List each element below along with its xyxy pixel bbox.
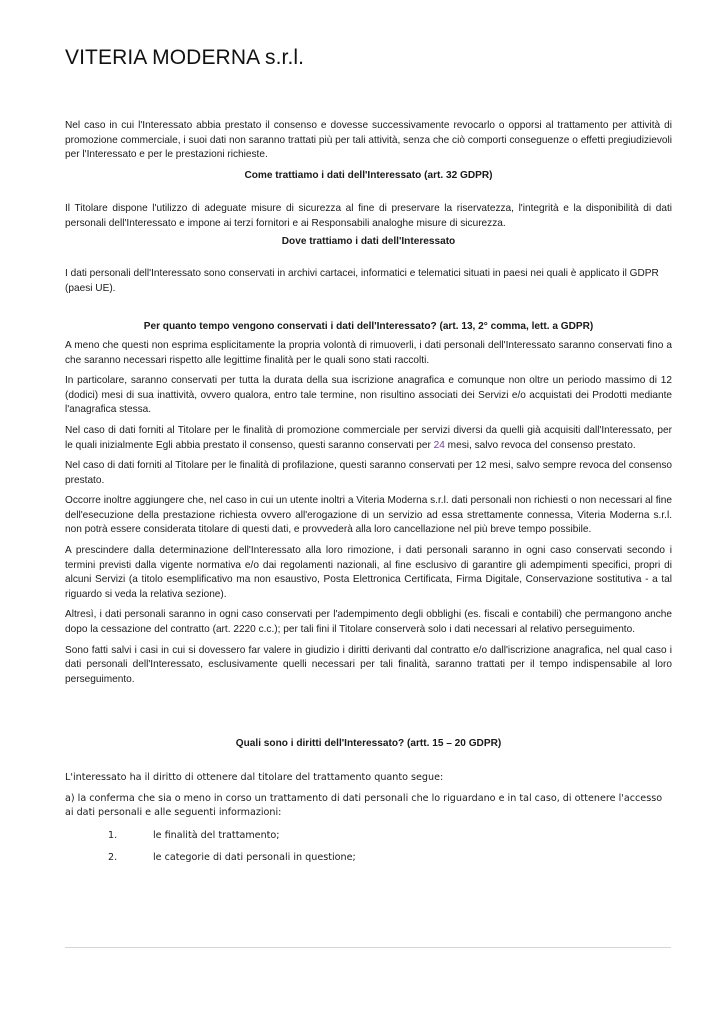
retention-paragraph-2: In particolare, saranno conservati per tutta la durata della sua iscrizione anagrafica e comunque non oltre un periodo massimo di 12 (dodici) mesi di sua inattività, ovvero qualora, entro tale termine, non risultino associati dei Servizi e/o acquistati dei Prodotti mediante l'anagrafica stessa. [65,375,672,416]
retention-months-highlight: 24 [433,439,445,451]
retention-paragraph-1: A meno che questi non esprima esplicitamente la propria volontà di rimuoverli, i dati personali dell'Interessato saranno conservati fino a che saranno necessari rispetto alle legittime finalità per le quali sono stati raccolti. [65,339,672,366]
footer-divider [65,947,671,948]
retention-paragraph-3-start: Nel caso di dati forniti al Titolare per le finalità di promozione commerciale per servizi diversi da quelli già acquisiti dall'Interessato, per le quali inizialmente Egli abbia prestato il consenso, questi saranno conservati per [65,424,672,451]
intro-paragraph: Nel caso in cui l'Interessato abbia prestato il consenso e dovesse successivamente revocarlo o opporsi al trattamento per attività di promozione commerciale, i suoi dati non saranno trattati più per tali attività, senza che ciò comporti conseguenze o effetti pregiudizievoli per l'Interessato e per le prestazioni richieste. [65,120,672,161]
list-item [65,829,672,844]
list-item-text: le categorie di dati personali in questione; [153,852,356,864]
section-how-body: Il Titolare dispone l'utilizzo di adeguate misure di sicurezza al fine di preservare la riservatezza, l'integrità e la disponibilità di dati personali dell'Interessato e impone ai terzi fornitori e ai Responsabili analoghe misure di sicurezza. [65,203,672,229]
document-body [65,119,672,866]
retention-paragraph-3-end: mesi, salvo revoca del consenso prestato. [444,439,636,451]
section-title-how-long: Per quanto tempo vengono conservati i dati dell'Interessato? (art. 13, 2° comma, lett. a GDPR) [143,321,594,333]
retention-paragraph-7: Altresì, i dati personali saranno in ogni caso conservati per l'adempimento degli obblighi (es. fiscali e contabili) che permangono anche dopo la cessazione del contratto (art. 2220 c.c.); per tali fini il Titolare conserverà solo i dati necessari al relativo perseguimento. [65,609,672,636]
section-title-where: Dove trattiamo i dati dell'Interessato [281,235,456,247]
list-item [65,851,672,866]
section-title-how: Come trattiamo i dati dell'Interessato (art. 32 GDPR) [244,169,493,181]
retention-paragraph-8: Sono fatti salvi i casi in cui si dovessero far valere in giudizio i diritti derivanti dal contratto e/o dall'iscrizione anagrafica, nel qual caso i dati personali dell'Interessato, esclusivamente quelli necessari per tali finalità, saranno trattati per il tempo indispensabile al loro perseguimento. [65,644,672,685]
list-item-number: 1. [108,829,118,841]
section-title-rights: Quali sono i diritti dell'Interessato? (artt. 15 – 20 GDPR) [235,738,502,750]
company-name-heading: VITERIA MODERNA s.r.l. [65,46,305,69]
list-item-text: le finalità del trattamento; [153,829,280,841]
rights-point-a: a) la conferma che sia o meno in corso un trattamento di dati personali che lo riguardano e in tal caso, di ottenere l'accesso ai dati personali e alle seguenti informazioni: [65,792,663,819]
retention-paragraph-3 [65,424,672,453]
rights-intro: L'interessato ha il diritto di ottenere dal titolare del trattamento quanto segue: [65,772,444,783]
retention-paragraph-6: A prescindere dalla determinazione dell'Interessato alla loro rimozione, i dati personali saranno in ogni caso conservati secondo i termini previsti dalla vigente normativa e/o dai regolamenti nazionali, al fine esclusivo di garantire gli adempimenti specifici, propri di alcuni Servizi (a titolo esemplificativo ma non esaustivo, Posta Elettronica Certificata, Firma Digitale, Conservazione sostitutiva - a tal riguardo si veda la relativa sezione). [65,545,672,600]
retention-paragraph-4: Nel caso di dati forniti al Titolare per le finalità di profilazione, questi saranno conservati per 12 mesi, salvo sempre revoca del consenso prestato. [65,460,672,486]
retention-paragraph-5: Occorre inoltre aggiungere che, nel caso in cui un utente inoltri a Viteria Moderna s.r.l. dati personali non richiesti o non necessari al fine dell'esecuzione della prestazione richiesta ovvero all'erogazione di un servizio ad essa strettamente connessa, Viteria Moderna s.r.l. non potrà essere considerata titolare di questi dati, e provvederà alla loro cancellazione nel più breve tempo possibile. [65,495,672,536]
section-where-body: I dati personali dell'Interessato sono conservati in archivi cartacei, informatici e telematici situati in paesi nei quali è applicato il GDPR (paesi UE). [65,268,659,294]
list-item-number: 2. [108,852,118,864]
